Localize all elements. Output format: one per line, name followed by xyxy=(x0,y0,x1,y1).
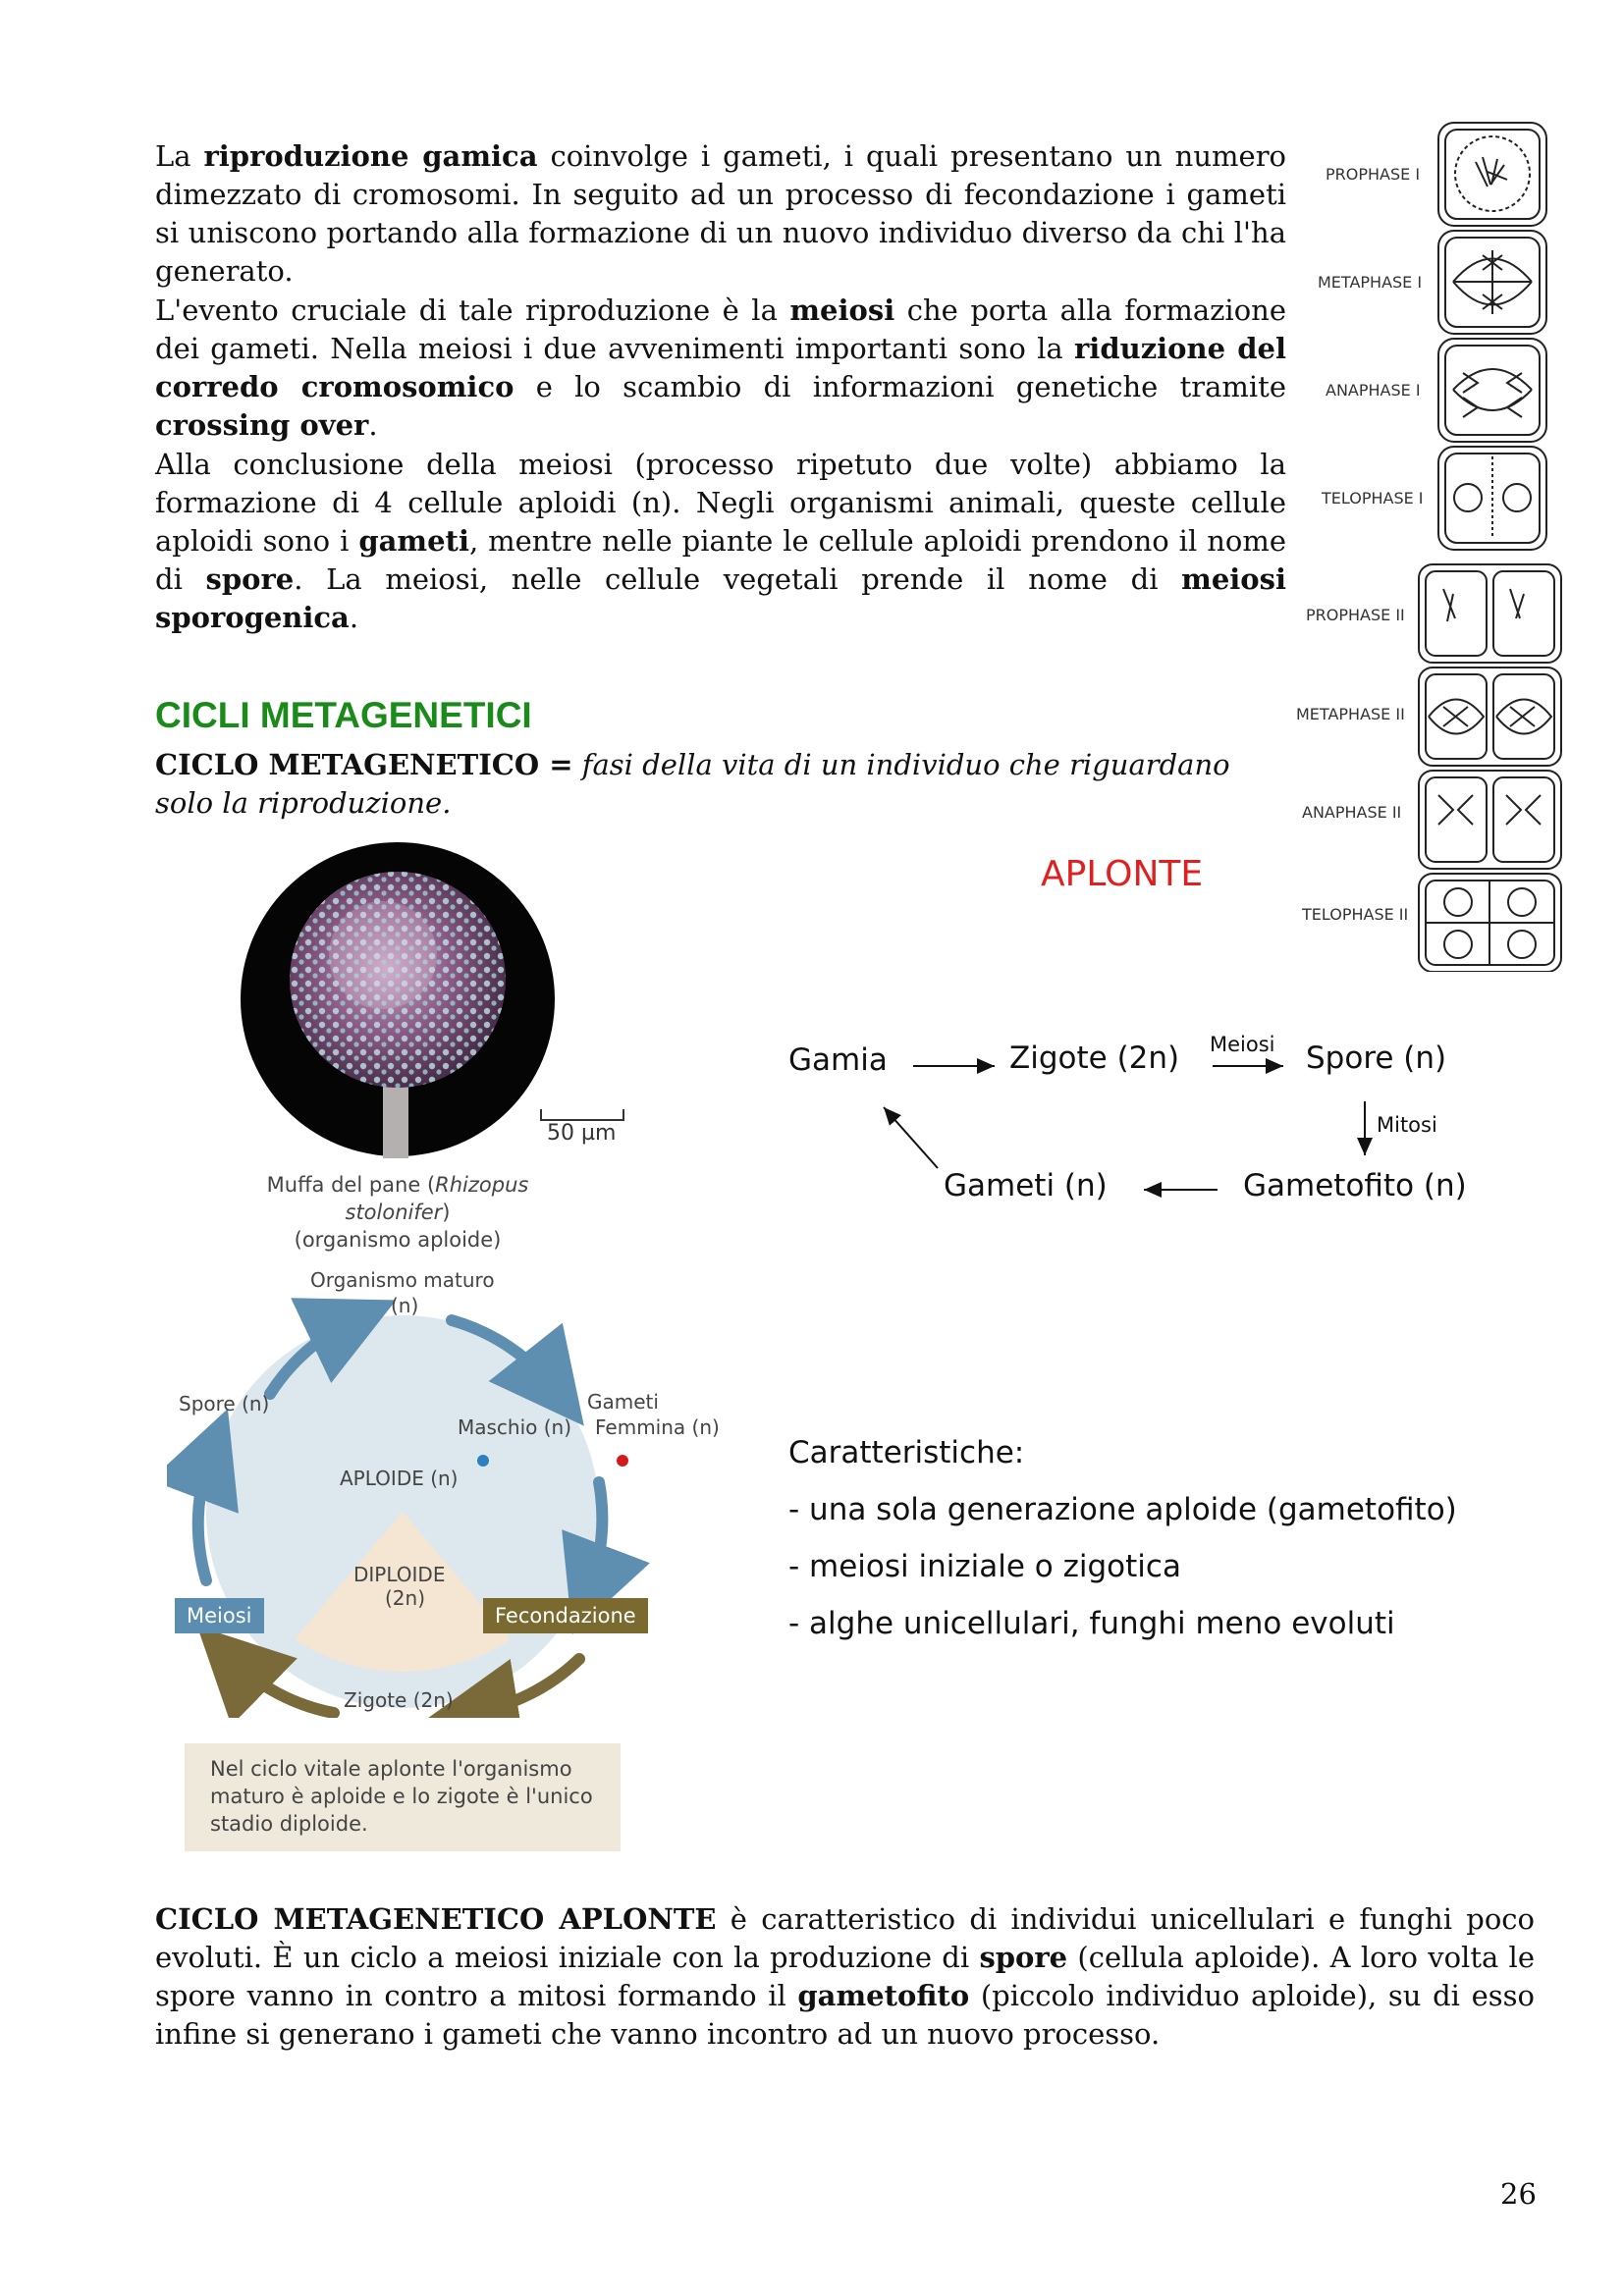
meiosi-tag: Meiosi xyxy=(175,1598,264,1633)
phase-label-prophase-1: PROPHASE I xyxy=(1326,165,1421,184)
photo-caption: Muffa del pane (Rhizopus stolonifer) (organismo aploide) xyxy=(266,1173,529,1252)
phase-label-metaphase-2: METAPHASE II xyxy=(1296,705,1405,723)
meiosis-phases-figure xyxy=(1286,118,1566,972)
diagram-gametofito: Gametofito (n) xyxy=(1243,1168,1467,1203)
paragraph-meiosi: L'evento cruciale di tale riproduzione è la meiosi che porta alla formazione dei gameti. Nella meiosi i due avvenimenti importanti sono la riduzione del corredo cromosomico e lo scambio di informazioni genetiche tramite crossing over. xyxy=(155,294,1286,442)
life-cycle-figure xyxy=(167,1266,727,1718)
aplonte-flow-diagram xyxy=(781,1021,1527,1256)
phase-label-telophase-1: TELOPHASE I xyxy=(1322,489,1424,507)
cycle-femmina: Femmina (n) xyxy=(595,1415,720,1439)
definition-ciclo-metagenetico: CICLO METAGENETICO = fasi della vita di un individuo che riguardano solo la riproduzione. xyxy=(155,748,1230,820)
diagram-meiosi: Meiosi xyxy=(1210,1033,1275,1056)
phase-label-metaphase-1: METAPHASE I xyxy=(1318,273,1423,292)
cycle-diploide: DIPLOIDE xyxy=(353,1563,446,1586)
diagram-gameti: Gameti (n) xyxy=(944,1168,1108,1203)
sporangium-image xyxy=(236,842,560,1158)
feature-item: - meiosi iniziale o zigotica xyxy=(788,1549,1181,1584)
bread-mold-photo xyxy=(236,842,560,1158)
section-heading: CICLI METAGENETICI xyxy=(155,695,532,735)
fecondazione-tag: Fecondazione xyxy=(483,1598,648,1633)
cycle-caption-box: Nel ciclo vitale aplonte l'organismo maturo è aploide e lo zigote è l'unico stadio diploide. xyxy=(185,1743,621,1851)
scale-bar-label: 50 µm xyxy=(547,1121,617,1146)
cycle-maschio: Maschio (n) xyxy=(458,1415,572,1439)
phase-label-anaphase-2: ANAPHASE II xyxy=(1302,803,1402,822)
cycle-gameti: Gameti xyxy=(587,1390,659,1414)
scale-bar xyxy=(540,1109,624,1121)
cycle-organismo-maturo-n: (n) xyxy=(391,1294,419,1317)
features-title: Caratteristiche: xyxy=(788,1435,1025,1470)
phase-label-prophase-2: PROPHASE II xyxy=(1306,606,1405,624)
feature-item: - alghe unicellulari, funghi meno evoluti xyxy=(788,1606,1395,1641)
cycle-zigote: Zigote (2n) xyxy=(344,1688,454,1712)
life-cycle-drawing xyxy=(167,1266,727,1718)
paragraph-riproduzione-gamica: La riproduzione gamica coinvolge i gameti, i quali presentano un numero dimezzato di cromosomi. In seguito ad un processo di fecondazione i gameti si uniscono portando alla formazione di un nuovo individuo diverso da chi l'ha generato. xyxy=(155,139,1287,288)
phase-label-anaphase-1: ANAPHASE I xyxy=(1326,381,1421,400)
phase-label-telophase-2: TELOPHASE II xyxy=(1302,905,1409,924)
diagram-mitosi: Mitosi xyxy=(1377,1113,1437,1137)
diagram-zigote: Zigote (2n) xyxy=(1009,1041,1180,1076)
cycle-diploide-n: (2n) xyxy=(385,1586,426,1610)
meiosis-phases-drawing xyxy=(1286,118,1566,972)
page-number: 26 xyxy=(1500,2177,1537,2211)
cycle-organismo-maturo: Organismo maturo xyxy=(310,1268,495,1292)
diagram-spore: Spore (n) xyxy=(1306,1041,1447,1076)
aplonte-title: APLONTE xyxy=(1041,854,1204,894)
paragraph-conclusione-meiosi: Alla conclusione della meiosi (processo ripetuto due volte) abbiamo la formazione di 4 cellule aploidi (n). Negli organismi animali, queste cellule aploidi sono i gameti, mentre nelle piante le cellule aploidi prendono il nome di spore. La meiosi, nelle cellule vegetali prende il nome di meiosi sporogenica. xyxy=(155,448,1286,634)
cycle-spore: Spore (n) xyxy=(179,1392,270,1415)
feature-item: - una sola generazione aploide (gametofito) xyxy=(788,1492,1457,1527)
diagram-gamia: Gamia xyxy=(788,1042,888,1078)
cycle-aploide: APLOIDE (n) xyxy=(340,1467,459,1490)
paragraph-ciclo-aplonte: CICLO METAGENETICO APLONTE è caratteristico di individui unicellulari e funghi poco evoluti. È un ciclo a meiosi iniziale con la produzione di spore (cellula aploide). A loro volta le spore vanno in contro a mitosi formando il gametofito (piccolo individuo aploide), su di esso infine si generano i gameti che vanno incontro ad un nuovo processo. xyxy=(155,1902,1535,2051)
